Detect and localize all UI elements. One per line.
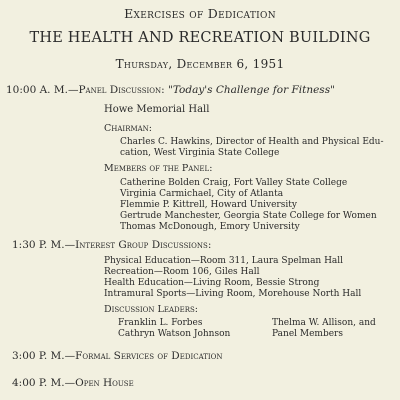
date-line: Thursday, December 6, 1951 xyxy=(115,57,285,71)
leader-right-2: Panel Members xyxy=(272,329,343,339)
panel-location: Howe Memorial Hall xyxy=(104,104,210,115)
leaders-label: Discussion Leaders: xyxy=(104,304,199,315)
open-house-time-row: 4:00 P. M.—Open House xyxy=(12,377,134,389)
panel-time: 10:00 A. M. xyxy=(6,84,68,96)
chairman-line-1: Charles C. Hawkins, Director of Health and Physical Edu- xyxy=(120,137,384,147)
group-2: Recreation—Room 106, Giles Hall xyxy=(104,267,260,277)
formal-time-row: 3:00 P. M.—Formal Services of Dedication xyxy=(12,350,223,362)
open-house-label: Open House xyxy=(75,377,134,389)
group-4: Intramural Sports—Living Room, Morehouse North Hall xyxy=(104,289,362,299)
leader-left-1: Franklin L. Forbes xyxy=(118,318,203,328)
chairman-line-2: cation, West Virginia State College xyxy=(120,148,280,158)
building-title: THE HEALTH AND RECREATION BUILDING xyxy=(29,30,371,46)
members-label: Members of the Panel: xyxy=(104,163,213,174)
interest-time: 1:30 P. M. xyxy=(12,239,65,251)
group-1: Physical Education—Room 311, Laura Spelman Hall xyxy=(104,256,344,266)
member-3: Flemmie P. Kittrell, Howard University xyxy=(120,200,297,210)
member-2: Virginia Carmichael, City of Atlanta xyxy=(120,189,284,199)
leader-left-2: Cathryn Watson Johnson xyxy=(118,329,231,339)
leader-right-1: Thelma W. Allison, and xyxy=(272,318,376,328)
formal-time: 3:00 P. M. xyxy=(12,350,65,362)
group-3: Health Education—Living Room, Bessie Strong xyxy=(104,278,320,288)
member-4: Gertrude Manchester, Georgia State College for Women xyxy=(120,211,377,221)
panel-time-row: 10:00 A. M.—Panel Discussion: "Today's Challenge for Fitness" xyxy=(6,84,335,96)
panel-label: Panel Discussion: xyxy=(78,84,165,96)
formal-label: Formal Services of Dedication xyxy=(75,350,223,362)
member-5: Thomas McDonough, Emory University xyxy=(120,222,300,232)
interest-label: Interest Group Discussions: xyxy=(75,239,212,251)
open-house-time: 4:00 P. M. xyxy=(12,377,65,389)
panel-topic: "Today's Challenge for Fitness" xyxy=(168,84,335,96)
exercises-heading: Exercises of Dedication xyxy=(124,6,276,21)
chairman-label: Chairman: xyxy=(104,123,153,134)
member-1: Catherine Bolden Craig, Fort Valley State College xyxy=(120,178,348,188)
interest-time-row: 1:30 P. M.—Interest Group Discussions: xyxy=(12,239,212,251)
